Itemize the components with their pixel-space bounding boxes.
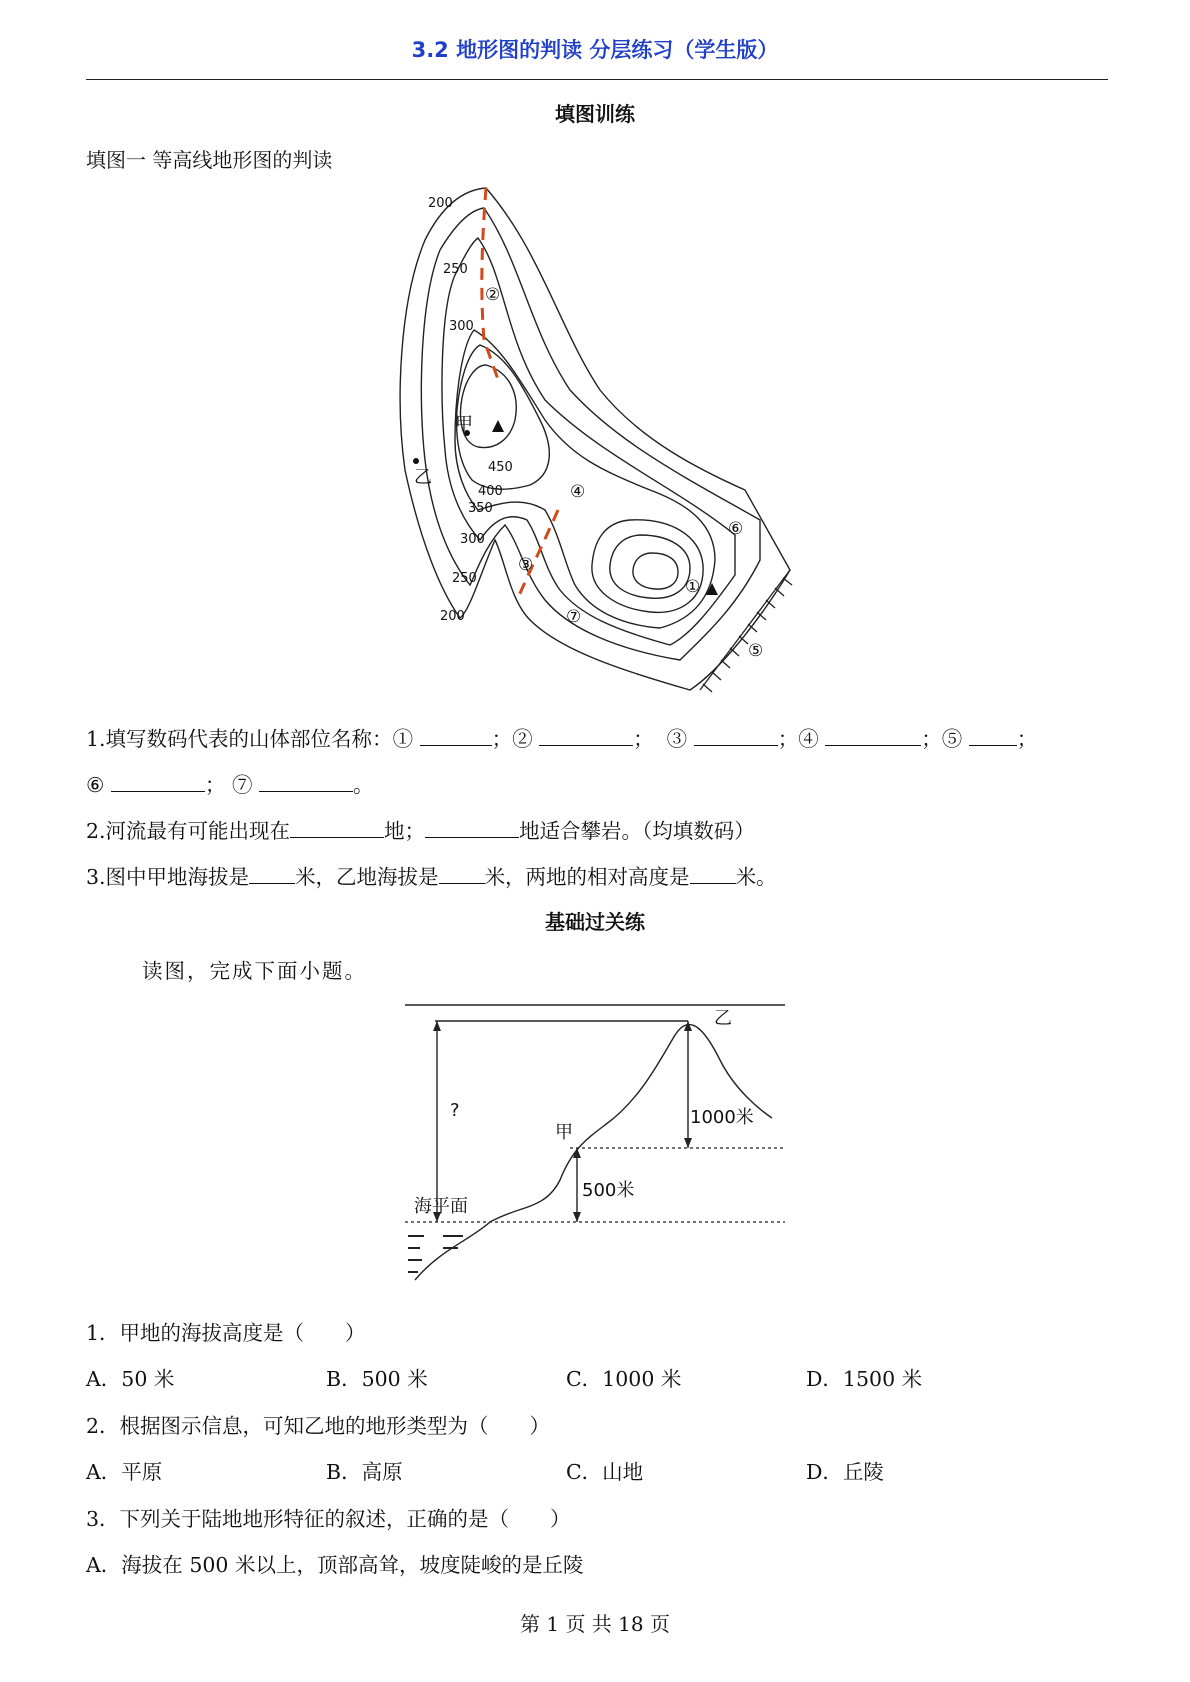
section-heading-fill-training: 填图训练 [555,102,635,126]
q1-separator: ； [633,727,654,751]
marker-7: ⑦ [566,607,582,627]
contour-label: 400 [478,484,503,499]
q1-marker-2: ② [512,727,533,751]
q1-separator: ； [777,727,799,751]
contour-label: 350 [468,501,493,516]
contour-label: 300 [449,319,474,334]
contour-map-figure [390,180,810,700]
answer-blank[interactable] [111,773,205,792]
contour-label: 200 [428,196,453,211]
answer-blank[interactable] [539,727,633,746]
q1-marker-5: ⑤ [941,727,963,751]
question-1-line-2 [86,768,373,798]
marker-6: ⑥ [728,519,744,539]
contour-label: 450 [488,460,513,475]
q3-part-3: 米，两地的相对高度是 [484,865,690,889]
answer-blank[interactable] [694,727,778,746]
marker-5: ⑤ [748,641,764,661]
profile-label-question: ? [450,1100,460,1121]
question-1-line-1 [86,722,1037,752]
mc-q1-option-d[interactable]: D．1500 米 [806,1367,923,1391]
mc-question-3-stem: 3．下列关于陆地地形特征的叙述，正确的是（ ） [86,1507,571,1531]
q1-prefix: 1.填写数码代表的山体部位名称： [86,727,393,751]
header-divider [86,79,1108,80]
q1-separator: ； [491,727,513,751]
summit-triangle-icon [492,420,504,432]
question-2 [86,814,755,844]
q1-separator: ； [1016,727,1038,751]
answer-blank[interactable] [420,727,492,746]
mc-question-2-stem: 2．根据图示信息，可知乙地的地形类型为（ ） [86,1414,551,1438]
profile-label-jia: 甲 [555,1122,573,1143]
mc-q3-option-a[interactable]: A．海拔在 500 米以上，顶部高耸，坡度陡峻的是丘陵 [86,1553,584,1577]
section-heading-basic-practice: 基础过关练 [545,910,645,934]
contour-line-350 [455,330,715,628]
q3-part-4: 米。 [735,865,777,889]
q1-separator: ； [204,773,226,797]
place-label-yi: 乙 [414,467,432,488]
marker-1: ① [685,577,701,597]
q1-marker-4: ④ [798,727,819,751]
point-yi-dot [413,458,419,464]
subheading-contour-map: 填图一 等高线地形图的判读 [86,148,333,172]
mc-question-1-stem: 1．甲地的海拔高度是（ ） [86,1321,366,1345]
terrain-profile-curve [415,1025,772,1280]
answer-blank[interactable] [425,819,519,838]
mc-q1-option-b[interactable]: B．500 米 [326,1367,428,1391]
contour-label: 300 [460,532,485,547]
q1-separator: ； [921,727,942,751]
q3-part-1: 3.图中甲地海拔是 [86,865,250,889]
answer-blank[interactable] [690,865,736,884]
answer-blank[interactable] [259,773,353,792]
q1-marker-6: ⑥ [86,773,105,797]
q1-marker-7: ⑦ [231,773,253,797]
marker-3: ③ [518,555,534,575]
contour-label: 250 [443,262,468,277]
mc-q2-option-a[interactable]: A．平原 [86,1460,163,1484]
q1-marker-3: ③ [666,727,688,751]
intro-text: 读图，完成下面小题。 [142,959,367,983]
marker-2: ② [485,285,501,305]
answer-blank[interactable] [290,819,384,838]
answer-blank[interactable] [439,865,485,884]
profile-label-yi: 乙 [714,1008,732,1029]
contour-label: 250 [452,571,477,586]
profile-label-1000: 1000米 [690,1107,754,1128]
q3-part-2: 米，乙地海拔是 [295,865,439,889]
contour-line-right-350 [592,520,703,613]
profile-label-500: 500米 [582,1180,635,1201]
document-title: 3.2 地形图的判读 分层练习（学生版） [411,38,779,62]
q1-end: 。 [352,773,374,797]
answer-blank[interactable] [249,865,295,884]
page-footer: 第 1 页 共 18 页 [520,1612,670,1636]
q2-part-1: 2.河流最有可能出现在 [86,819,291,843]
mc-q1-option-c[interactable]: C．1000 米 [566,1367,682,1391]
mc-q2-option-c[interactable]: C．山地 [566,1460,644,1484]
q1-marker-1: ① [392,727,414,751]
mc-q2-option-b[interactable]: B．高原 [326,1460,403,1484]
contour-label: 200 [440,609,465,624]
mc-q1-option-a[interactable]: A．50 米 [86,1367,175,1391]
mc-q2-option-d[interactable]: D．丘陵 [806,1460,884,1484]
place-label-jia: 甲 [455,414,473,435]
marker-4: ④ [570,482,586,502]
q2-part-2: 地； [384,819,426,843]
water-symbol [408,1236,463,1272]
answer-blank[interactable] [969,727,1017,746]
profile-label-sea-level: 海平面 [414,1196,468,1217]
answer-blank[interactable] [825,727,921,746]
q2-part-3: 地适合攀岩。（均填数码） [519,819,755,843]
contour-line-right-450 [633,553,678,589]
question-3 [86,860,777,890]
profile-figure [400,996,800,1296]
